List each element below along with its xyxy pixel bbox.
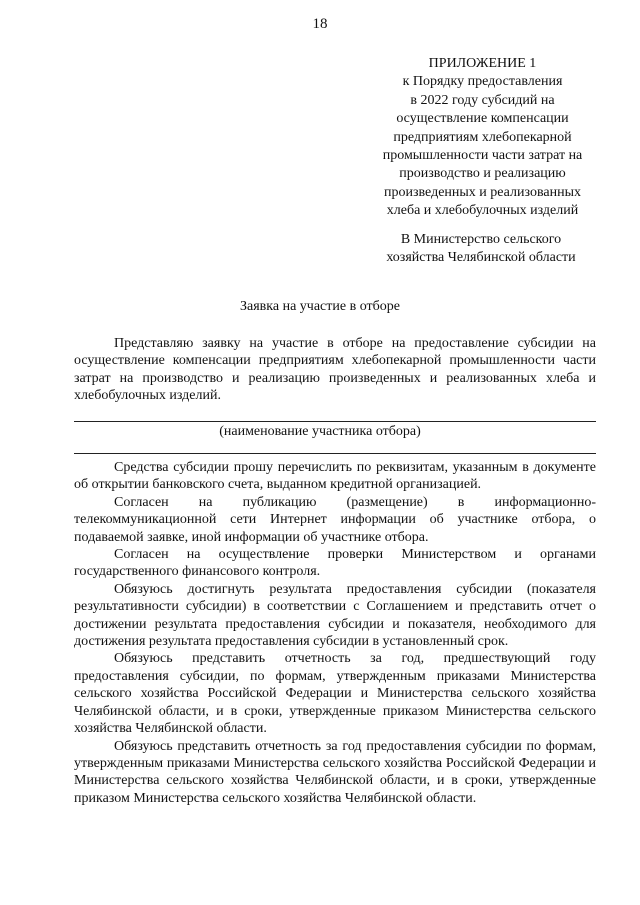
participant-name-line	[74, 421, 596, 422]
appendix-line: производство и реализацию	[399, 166, 566, 182]
appendix-line: предприятиям хлебопекарной	[393, 129, 572, 145]
intro-paragraph: Представляю заявку на участие в отборе на предоставление субсидии на осуществление компенсации предприятиям хлебопекарной промышленности части затрат на производство и реализацию произведенных и реализованных хлеба и хлебобулочных изделий.	[74, 336, 596, 404]
appendix-line: осуществление компенсации	[396, 111, 569, 127]
appendix-header	[360, 55, 605, 221]
intro-block	[74, 335, 596, 405]
page-number: 18	[312, 16, 328, 32]
document-title: Заявка на участие в отборе	[240, 299, 400, 314]
paragraph-prior-year-report: Обязуюсь представить отчетность за год, предшествующий году предоставления субсидии, по формам, утвержденным приказами Министерства сельского хозяйства Российской Федерации и Министерства сельского хозяйства Челябинской области, и в сроки, утвержденные приказом Министерства сельского хозяйства Челябинской области.	[74, 651, 596, 737]
appendix-title: ПРИЛОЖЕНИЕ 1	[428, 56, 537, 71]
appendix-line: к Порядку предоставления	[402, 74, 563, 90]
paragraph-requisites: Средства субсидии прошу перечислить по реквизитам, указанным в документе об открытии банковского счета, выданном кредитной организацией.	[74, 460, 596, 493]
participant-caption: (наименование участника отбора)	[219, 424, 421, 439]
paragraph-current-year-report: Обязуюсь представить отчетность за год предоставления субсидии по формам, утвержденным приказами Министерства сельского хозяйства Российской Федерации и Министерства сельского хозяйства Челябинской области, и в сроки, утвержденные приказом Министерства сельского хозяйства Челябинской области.	[74, 738, 596, 806]
appendix-line: произведенных и реализованных	[384, 184, 581, 200]
conditions-block	[74, 459, 596, 807]
appendix-line: хлеба и хлебобулочных изделий	[386, 203, 579, 219]
addressee-line: В Министерство сельского	[400, 232, 562, 247]
participant-name-line-2	[74, 453, 596, 454]
paragraph-publication-consent: Согласен на публикацию (размещение) в информационно-телекоммуникационной сети Интернет информации об участнике отбора, о подаваемой заявке, иной информации об участнике отбора.	[74, 494, 596, 545]
appendix-line: промышленности части затрат на	[382, 148, 583, 164]
appendix-line: в 2022 году субсидий на	[410, 92, 555, 108]
addressee	[366, 231, 596, 268]
paragraph-inspection-consent: Согласен на осуществление проверки Министерством и органами государственного финансового контроля.	[74, 547, 596, 580]
addressee-line: хозяйства Челябинской области	[386, 250, 576, 266]
paragraph-result-obligation: Обязуюсь достигнуть результата предоставления субсидии (показателя результативности субсидии) в соответствии с Соглашением и представить отчет о достижении результата предоставления субсидии и показателя, необходимого для достижения результата предоставления субсидии в установленный срок.	[74, 581, 596, 650]
